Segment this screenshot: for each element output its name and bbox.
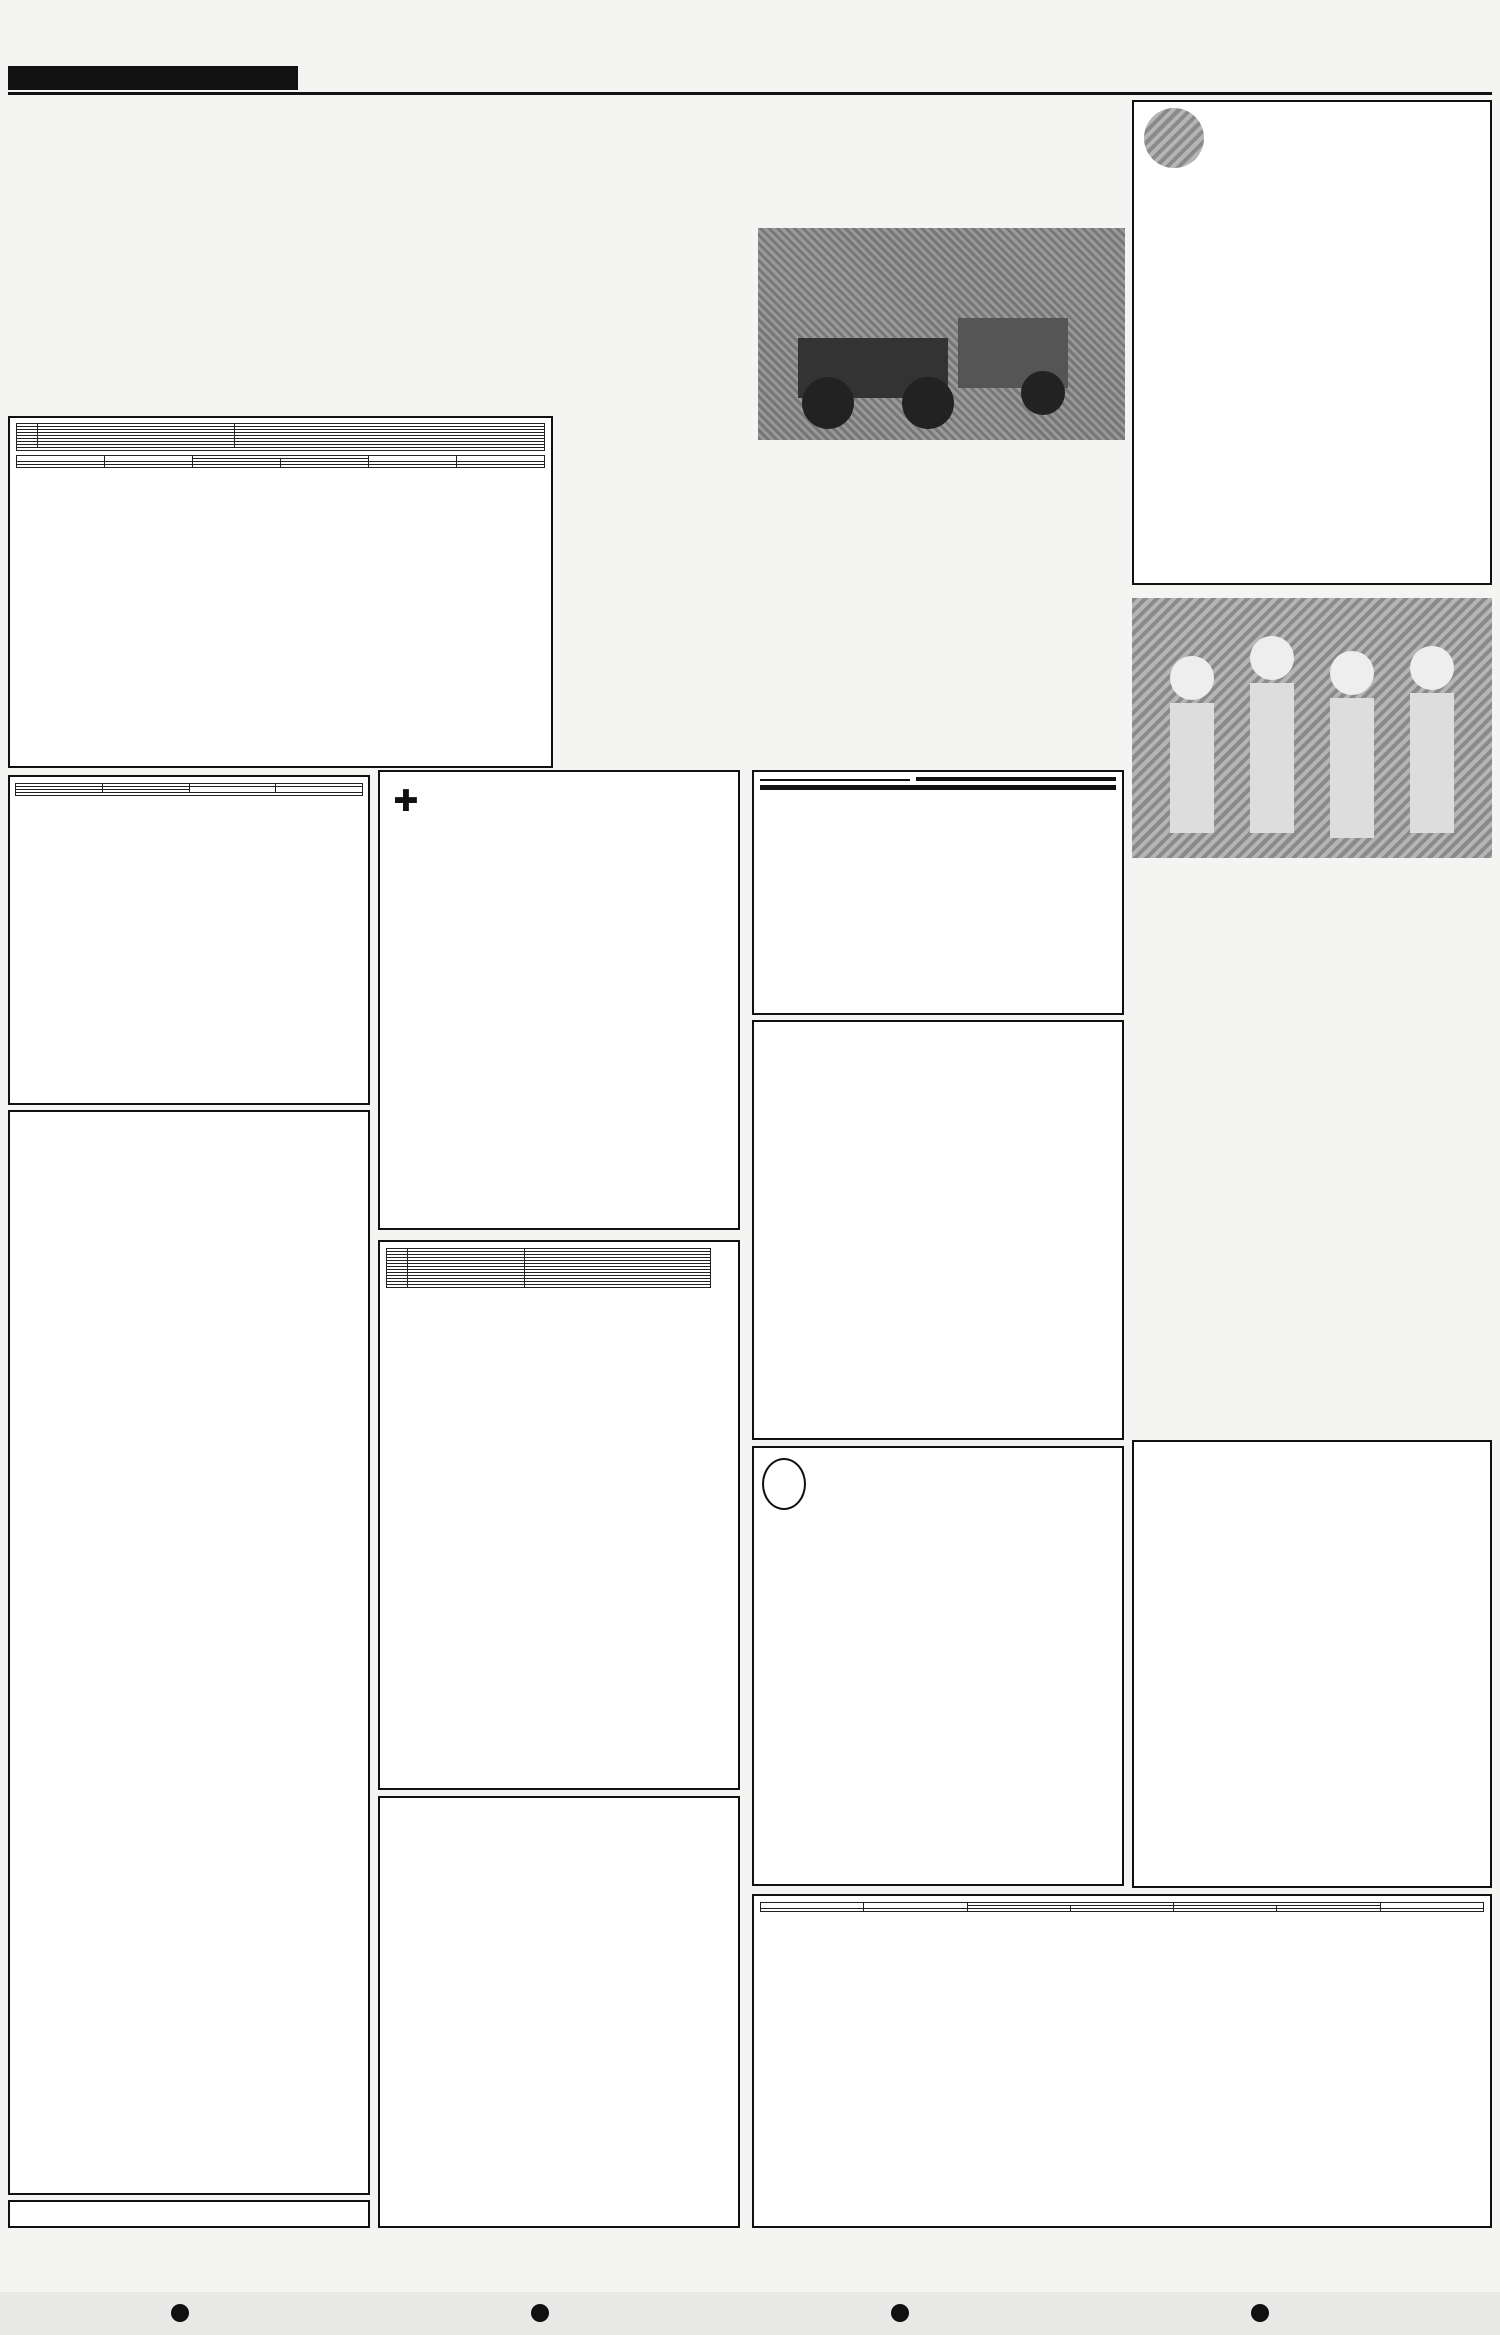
sand-photo — [758, 228, 1125, 440]
clinic-phone2 — [760, 788, 1116, 790]
jayanti-body — [1132, 866, 1492, 1286]
cuttack-row — [387, 1285, 711, 1288]
ohpc-table — [15, 783, 363, 796]
ouat-tender — [752, 1446, 1124, 1886]
kan-sr1 — [864, 1909, 967, 1912]
piles-clinic-ad — [752, 770, 1124, 1015]
print-marks — [0, 2232, 1500, 2335]
masthead-rule — [8, 92, 1492, 95]
kan-sr2 — [967, 1909, 1070, 1912]
rwd-sched-v0 — [17, 465, 105, 468]
jayanti-story — [1132, 592, 1492, 1432]
kan-sr3 — [1070, 1909, 1173, 1912]
rwd-schedule-table — [16, 455, 545, 468]
masthead-logo — [8, 6, 258, 66]
medical-emblem-icon: ✚ — [393, 784, 419, 819]
ugam-mali-box — [1132, 100, 1492, 585]
bhadrak-tender — [752, 1020, 1124, 1440]
career-banner — [8, 2200, 370, 2228]
kanupur-schedule — [760, 1902, 1484, 1912]
rwd-sched-v1 — [105, 465, 193, 468]
auction-notice — [8, 1110, 370, 2195]
rwd-nuapada-tender — [8, 416, 553, 768]
ouat-emblem-icon — [762, 1458, 806, 1510]
dateline — [8, 66, 298, 90]
agri-quotation — [378, 1796, 740, 2228]
kan-sr4 — [1174, 1909, 1277, 1912]
clinic-dr2 — [916, 779, 1116, 781]
cuttack-tender — [378, 1240, 740, 1790]
rwd-sched-v3 — [281, 465, 369, 468]
sand-col2 — [758, 462, 1125, 762]
zilla-tender — [378, 770, 740, 1230]
jayanti-photo — [1132, 598, 1492, 858]
kan-sr0 — [761, 1909, 864, 1912]
ohpc-tender — [8, 775, 370, 1105]
rwd-sched-v4 — [369, 465, 457, 468]
ohpc-total — [16, 793, 363, 796]
sand-col1 — [560, 300, 750, 760]
rwd-sched-v5 — [457, 465, 545, 468]
aids-story — [8, 100, 553, 412]
cuttack-table — [386, 1248, 711, 1288]
page-number — [1448, 8, 1494, 58]
angul-tender — [1132, 1440, 1492, 1888]
kanupur-tender — [752, 1894, 1492, 2228]
cuttack-cell — [408, 1285, 525, 1288]
rwd-details-table — [16, 423, 545, 448]
rwd-sched-v2 — [193, 465, 281, 468]
cuttack-cell — [525, 1285, 711, 1288]
rwd-row9 — [16, 448, 545, 451]
clinic-l4 — [760, 779, 910, 781]
sand-story — [560, 100, 1125, 765]
kan-sr6 — [1380, 1909, 1483, 1912]
ugam-portrait — [1144, 108, 1204, 168]
kan-sr5 — [1277, 1909, 1380, 1912]
cuttack-cell — [387, 1285, 408, 1288]
